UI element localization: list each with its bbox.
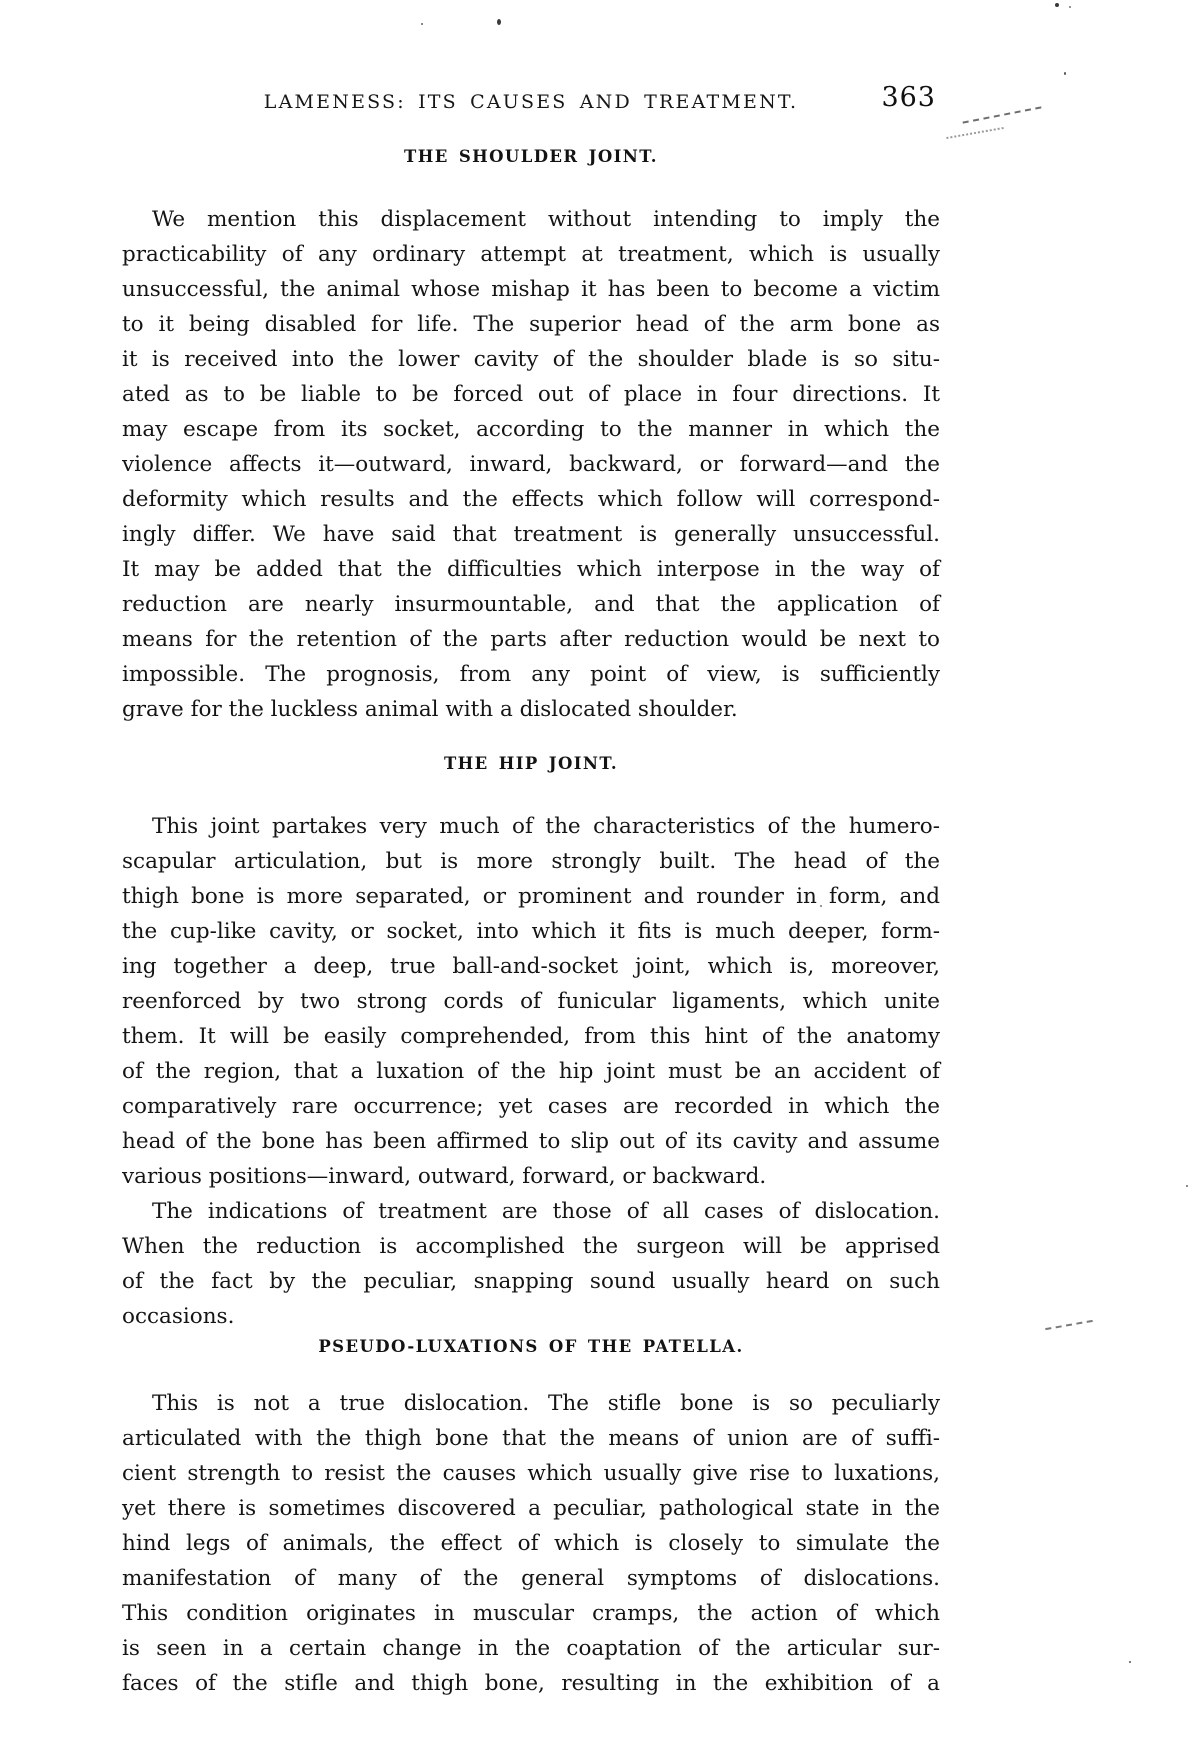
text-line: may escape from its socket, according to the manner in which the: [122, 417, 940, 442]
text-line: hind legs of animals, the effect of which is closely to simulate the: [122, 1531, 940, 1556]
running-head-title: LAMENESS: ITS CAUSES AND TREATMENT.: [263, 91, 799, 113]
paragraph: [122, 1194, 940, 1334]
text-line: manifestation of many of the general symptoms of dislocations.: [122, 1566, 940, 1591]
text-line: ingly differ. We have said that treatment is generally unsuccessful.: [122, 522, 940, 547]
text-line: comparatively rare occurrence; yet cases are recorded in which the: [122, 1094, 940, 1119]
text-line: violence affects it—outward, inward, backward, or forward—and the: [122, 452, 940, 477]
text-line: head of the bone has been affirmed to slip out of its cavity and assume: [122, 1129, 940, 1154]
text-line: means for the retention of the parts after reduction would be next to: [122, 627, 940, 652]
paragraph: [122, 809, 940, 1194]
paragraph: [122, 1386, 940, 1701]
section-body: [122, 809, 940, 1334]
text-line: When the reduction is accomplished the surgeon will be apprised: [122, 1234, 940, 1259]
text-line: We mention this displacement without intending to imply the: [152, 207, 940, 232]
ink-speck: [497, 19, 501, 25]
paragraph: [122, 202, 940, 727]
text-line: various positions—inward, outward, forward, or backward.: [122, 1164, 767, 1189]
text-line: practicability of any ordinary attempt at treatment, which is usually: [122, 242, 940, 267]
pencil-mark: [946, 127, 1003, 139]
text-line: it is received into the lower cavity of the shoulder blade is so situ-: [122, 347, 940, 372]
text-line: to it being disabled for life. The superior head of the arm bone as: [122, 312, 940, 337]
text-line: reduction are nearly insurmountable, and that the application of: [122, 592, 940, 617]
section-heading: THE HIP JOINT.: [443, 754, 619, 773]
text-line: faces of the stifle and thigh bone, resulting in the exhibition of a: [122, 1671, 940, 1696]
text-line: unsuccessful, the animal whose mishap it has been to become a victim: [122, 277, 940, 302]
text-line: impossible. The prognosis, from any point of view, is sufficiently: [122, 662, 940, 687]
pencil-mark: [1045, 1320, 1093, 1330]
ink-speck: [1055, 3, 1059, 7]
text-line: This condition originates in muscular cramps, the action of which: [122, 1601, 940, 1626]
section-hip-joint: [122, 754, 940, 1334]
text-line: articulated with the thigh bone that the means of union are of suffi-: [122, 1426, 940, 1451]
ink-speck: [1064, 72, 1066, 75]
text-line: the cup-like cavity, or socket, into which it fits is much deeper, form-: [122, 919, 940, 944]
ink-speck: [1186, 1185, 1188, 1187]
text-line: them. It will be easily comprehended, from this hint of the anatomy: [122, 1024, 940, 1049]
text-line: occasions.: [122, 1304, 235, 1329]
text-line: grave for the luckless animal with a dislocated shoulder.: [122, 697, 738, 722]
text-line: is seen in a certain change in the coaptation of the articular sur-: [122, 1636, 940, 1661]
section-body: [122, 1386, 940, 1701]
section-heading: PSEUDO-LUXATIONS OF THE PATELLA.: [318, 1337, 744, 1356]
ink-speck: [421, 23, 423, 25]
text-line: ing together a deep, true ball-and-socket joint, which is, moreover,: [122, 954, 940, 979]
running-head: [122, 82, 940, 120]
text-line: This joint partakes very much of the characteristics of the humero-: [152, 814, 940, 839]
ink-speck: [1069, 6, 1071, 8]
section-heading: THE SHOULDER JOINT.: [404, 147, 658, 166]
text-line: of the region, that a luxation of the hip joint must be an accident of: [122, 1059, 940, 1084]
text-line: thigh bone is more separated, or prominent and rounder in form, and: [122, 884, 940, 909]
section-body: [122, 202, 940, 727]
text-line: of the fact by the peculiar, snapping sound usually heard on such: [122, 1269, 940, 1294]
text-line: deformity which results and the effects which follow will correspond-: [122, 487, 940, 512]
text-line: scapular articulation, but is more strongly built. The head of the: [122, 849, 940, 874]
text-column: [122, 82, 940, 1701]
section-pseudo-luxations: [122, 1337, 940, 1701]
page-number: 363: [881, 82, 936, 113]
text-line: cient strength to resist the causes which usually give rise to luxations,: [122, 1461, 940, 1486]
text-line: yet there is sometimes discovered a peculiar, pathological state in the: [122, 1496, 940, 1521]
text-line: reenforced by two strong cords of funicular ligaments, which unite: [122, 989, 940, 1014]
text-line: ated as to be liable to be forced out of place in four directions. It: [122, 382, 940, 407]
section-shoulder-joint: [122, 147, 940, 727]
text-line: The indications of treatment are those of all cases of dislocation.: [152, 1199, 940, 1224]
text-line: This is not a true dislocation. The stifle bone is so peculiarly: [152, 1391, 940, 1416]
pencil-mark: [963, 106, 1042, 123]
text-line: It may be added that the difficulties which interpose in the way of: [122, 557, 940, 582]
ink-speck: [1129, 1661, 1131, 1663]
